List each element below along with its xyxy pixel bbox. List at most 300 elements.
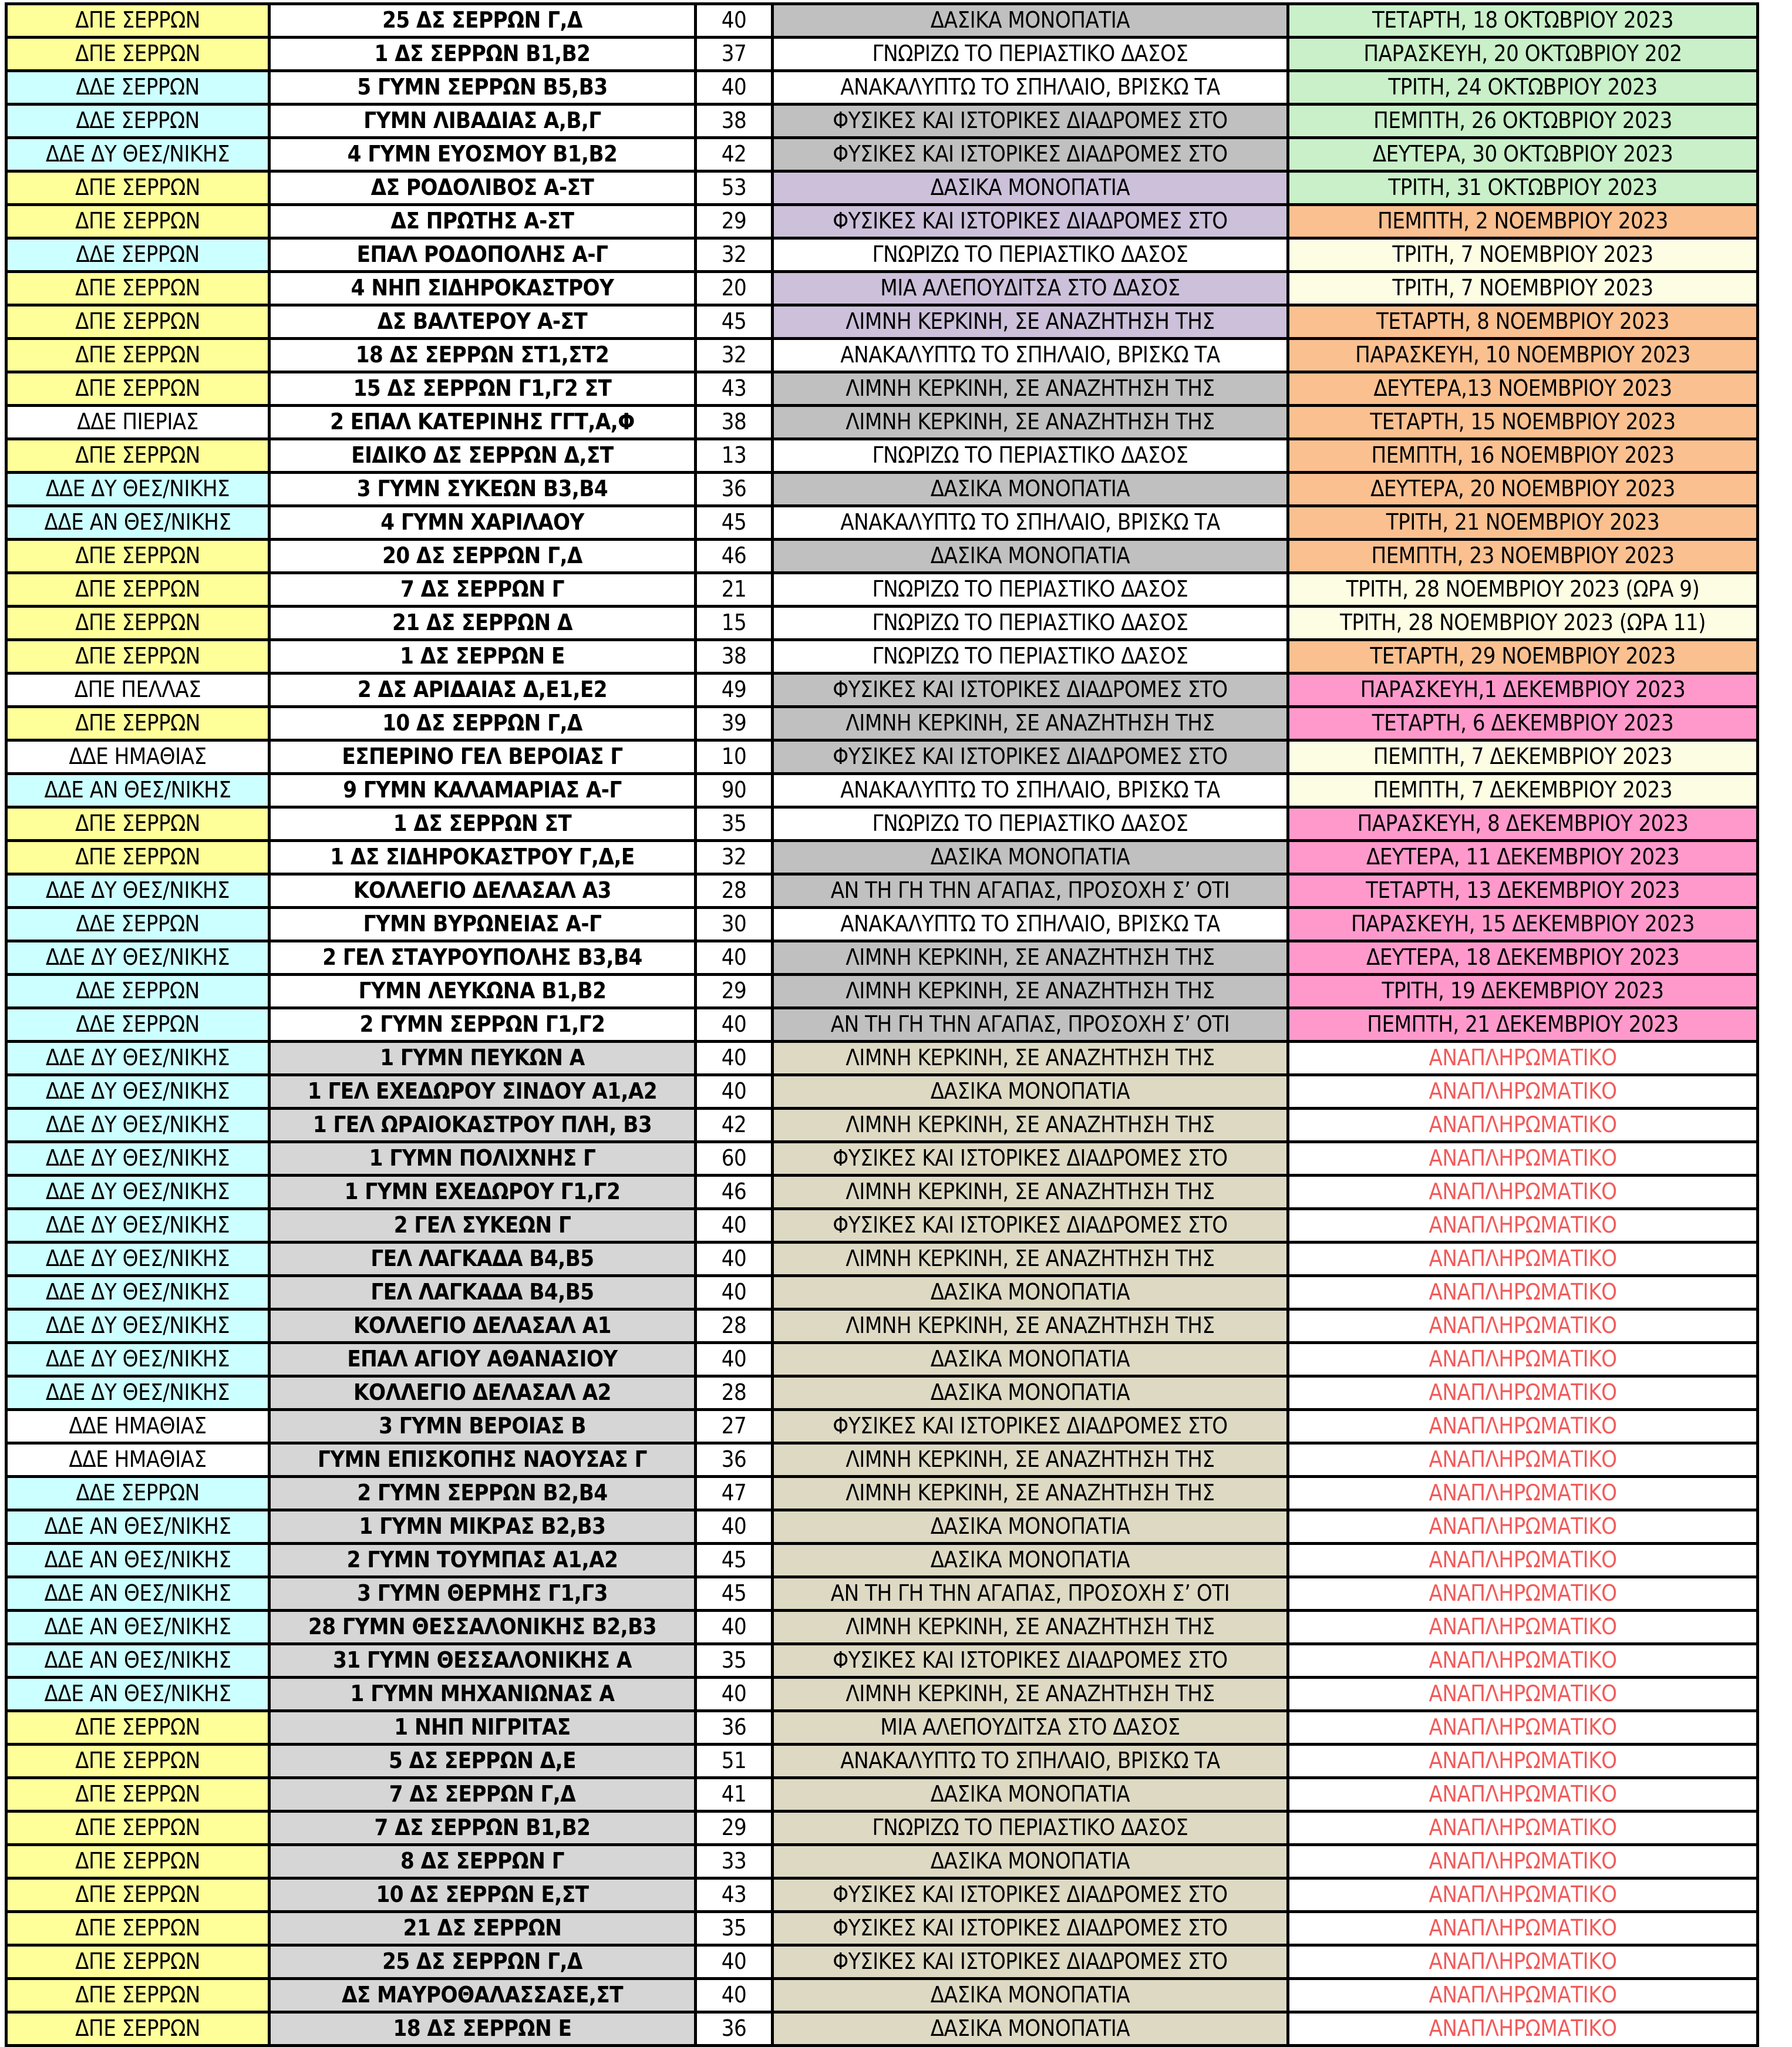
- cell-school: ΕΠΑΛ ΑΓΙΟΥ ΑΘΑΝΑΣΙΟΥ: [271, 1344, 697, 1378]
- cell-directorate: ΔΠΕ ΣΕΡΡΩΝ: [8, 1880, 271, 1913]
- cell-directorate: ΔΠΕ ΣΕΡΡΩΝ: [8, 809, 271, 842]
- table-row: [8, 742, 1759, 775]
- cell-date: ΔΕΥΤΕΡΑ, 11 ΔΕΚΕΜΒΡΙΟΥ 2023: [1289, 842, 1759, 876]
- table-row: [8, 2014, 1759, 2047]
- cell-students: 60: [697, 1143, 774, 1177]
- cell-date: ΑΝΑΠΛΗΡΩΜΑΤΙΚΟ: [1289, 1511, 1759, 1545]
- cell-program: ΛΙΜΝΗ ΚΕΡΚΙΝΗ, ΣΕ ΑΝΑΖΗΤΗΣΗ ΤΗΣ: [774, 1043, 1289, 1076]
- cell-directorate: ΔΠΕ ΣΕΡΡΩΝ: [8, 307, 271, 340]
- cell-program: ΦΥΣΙΚΕΣ ΚΑΙ ΙΣΤΟΡΙΚΕΣ ΔΙΑΔΡΟΜΕΣ ΣΤΟ: [774, 742, 1289, 775]
- cell-students: 40: [697, 1980, 774, 2014]
- cell-program: ΛΙΜΝΗ ΚΕΡΚΙΝΗ, ΣΕ ΑΝΑΖΗΤΗΣΗ ΤΗΣ: [774, 1612, 1289, 1645]
- cell-date: ΠΕΜΠΤΗ, 21 ΔΕΚΕΜΒΡΙΟΥ 2023: [1289, 1009, 1759, 1043]
- cell-program: ΓΝΩΡΙΖΩ ΤΟ ΠΕΡΙΑΣΤΙΚΟ ΔΑΣΟΣ: [774, 608, 1289, 641]
- table-row: [8, 307, 1759, 340]
- table-row: [8, 1980, 1759, 2014]
- cell-date: ΤΡΙΤΗ, 7 ΝΟΕΜΒΡΙΟΥ 2023: [1289, 240, 1759, 273]
- cell-students: 90: [697, 775, 774, 809]
- cell-directorate: ΔΠΕ ΣΕΡΡΩΝ: [8, 1813, 271, 1846]
- cell-school: 2 ΓΥΜΝ ΣΕΡΡΩΝ Γ1,Γ2: [271, 1009, 697, 1043]
- table-row: [8, 976, 1759, 1009]
- cell-program: ΓΝΩΡΙΖΩ ΤΟ ΠΕΡΙΑΣΤΙΚΟ ΔΑΣΟΣ: [774, 440, 1289, 474]
- table-row: [8, 1612, 1759, 1645]
- cell-date: ΑΝΑΠΛΗΡΩΜΑΤΙΚΟ: [1289, 1612, 1759, 1645]
- cell-program: ΓΝΩΡΙΖΩ ΤΟ ΠΕΡΙΑΣΤΙΚΟ ΔΑΣΟΣ: [774, 641, 1289, 675]
- cell-students: 15: [697, 608, 774, 641]
- cell-date: ΤΕΤΑΡΤΗ, 29 ΝΟΕΜΒΡΙΟΥ 2023: [1289, 641, 1759, 675]
- cell-date: ΤΡΙΤΗ, 19 ΔΕΚΕΜΒΡΙΟΥ 2023: [1289, 976, 1759, 1009]
- cell-date: ΑΝΑΠΛΗΡΩΜΑΤΙΚΟ: [1289, 1445, 1759, 1478]
- cell-date: ΑΝΑΠΛΗΡΩΜΑΤΙΚΟ: [1289, 1344, 1759, 1378]
- cell-date: ΑΝΑΠΛΗΡΩΜΑΤΙΚΟ: [1289, 1210, 1759, 1244]
- cell-date: ΠΕΜΠΤΗ, 23 ΝΟΕΜΒΡΙΟΥ 2023: [1289, 541, 1759, 574]
- table-row: [8, 1578, 1759, 1612]
- table-row: [8, 1746, 1759, 1779]
- cell-students: 40: [697, 1009, 774, 1043]
- cell-program: ΑΝ ΤΗ ΓΗ ΤΗΝ ΑΓΑΠΑΣ, ΠΡΟΣΟΧΗ Σ’ ΟΤΙ: [774, 1009, 1289, 1043]
- cell-date: ΔΕΥΤΕΡΑ, 18 ΔΕΚΕΜΒΡΙΟΥ 2023: [1289, 942, 1759, 976]
- cell-students: 29: [697, 206, 774, 240]
- cell-students: 41: [697, 1779, 774, 1813]
- cell-program: ΔΑΣΙΚΑ ΜΟΝΟΠΑΤΙΑ: [774, 1545, 1289, 1578]
- table-row: [8, 474, 1759, 507]
- cell-date: ΑΝΑΠΛΗΡΩΜΑΤΙΚΟ: [1289, 1645, 1759, 1679]
- cell-program: ΔΑΣΙΚΑ ΜΟΝΟΠΑΤΙΑ: [774, 1980, 1289, 2014]
- cell-school: 1 ΓΥΜΝ ΠΕΥΚΩΝ Α: [271, 1043, 697, 1076]
- cell-school: 1 ΔΣ ΣΕΡΡΩΝ Ε: [271, 641, 697, 675]
- cell-school: 4 ΓΥΜΝ ΕΥΟΣΜΟΥ Β1,Β2: [271, 139, 697, 173]
- cell-program: ΓΝΩΡΙΖΩ ΤΟ ΠΕΡΙΑΣΤΙΚΟ ΔΑΣΟΣ: [774, 574, 1289, 608]
- cell-directorate: ΔΔΕ ΔΥ ΘΕΣ/ΝΙΚΗΣ: [8, 1110, 271, 1143]
- cell-school: 1 ΓΕΛ ΩΡΑΙΟΚΑΣΤΡΟΥ ΠΛΗ, Β3: [271, 1110, 697, 1143]
- cell-students: 40: [697, 1277, 774, 1311]
- cell-program: ΔΑΣΙΚΑ ΜΟΝΟΠΑΤΙΑ: [774, 2014, 1289, 2047]
- table-row: [8, 1143, 1759, 1177]
- cell-students: 35: [697, 1913, 774, 1947]
- cell-directorate: ΔΔΕ ΣΕΡΡΩΝ: [8, 1478, 271, 1511]
- cell-school: 9 ΓΥΜΝ ΚΑΛΑΜΑΡΙΑΣ Α-Γ: [271, 775, 697, 809]
- cell-date: ΑΝΑΠΛΗΡΩΜΑΤΙΚΟ: [1289, 1947, 1759, 1980]
- cell-school: ΔΣ ΡΟΔΟΛΙΒΟΣ Α-ΣΤ: [271, 173, 697, 206]
- table-row: [8, 1244, 1759, 1277]
- cell-directorate: ΔΠΕ ΣΕΡΡΩΝ: [8, 440, 271, 474]
- cell-directorate: ΔΠΕ ΣΕΡΡΩΝ: [8, 1947, 271, 1980]
- table-row: [8, 5, 1759, 39]
- cell-program: ΛΙΜΝΗ ΚΕΡΚΙΝΗ, ΣΕ ΑΝΑΖΗΤΗΣΗ ΤΗΣ: [774, 942, 1289, 976]
- cell-students: 32: [697, 340, 774, 373]
- cell-date: ΑΝΑΠΛΗΡΩΜΑΤΙΚΟ: [1289, 1110, 1759, 1143]
- table-body: [8, 5, 1759, 2047]
- table-row: [8, 1378, 1759, 1411]
- cell-program: ΛΙΜΝΗ ΚΕΡΚΙΝΗ, ΣΕ ΑΝΑΖΗΤΗΣΗ ΤΗΣ: [774, 1445, 1289, 1478]
- cell-school: 7 ΔΣ ΣΕΡΡΩΝ Γ: [271, 574, 697, 608]
- cell-date: ΤΡΙΤΗ, 28 ΝΟΕΜΒΡΙΟΥ 2023 (ΩΡΑ 9): [1289, 574, 1759, 608]
- cell-school: ΓΥΜΝ ΒΥΡΩΝΕΙΑΣ Α-Γ: [271, 909, 697, 942]
- cell-program: ΔΑΣΙΚΑ ΜΟΝΟΠΑΤΙΑ: [774, 1779, 1289, 1813]
- cell-school: ΔΣ ΠΡΩΤΗΣ Α-ΣΤ: [271, 206, 697, 240]
- cell-program: ΦΥΣΙΚΕΣ ΚΑΙ ΙΣΤΟΡΙΚΕΣ ΔΙΑΔΡΟΜΕΣ ΣΤΟ: [774, 1210, 1289, 1244]
- cell-directorate: ΔΔΕ ΣΕΡΡΩΝ: [8, 240, 271, 273]
- cell-students: 40: [697, 5, 774, 39]
- table-row: [8, 574, 1759, 608]
- table-row: [8, 708, 1759, 742]
- cell-students: 36: [697, 1712, 774, 1746]
- table-row: [8, 72, 1759, 106]
- cell-students: 40: [697, 72, 774, 106]
- cell-school: 10 ΔΣ ΣΕΡΡΩΝ Γ,Δ: [271, 708, 697, 742]
- cell-directorate: ΔΠΕ ΣΕΡΡΩΝ: [8, 1980, 271, 2014]
- table-row: [8, 541, 1759, 574]
- table-row: [8, 1344, 1759, 1378]
- cell-directorate: ΔΔΕ ΔΥ ΘΕΣ/ΝΙΚΗΣ: [8, 1076, 271, 1110]
- cell-date: ΑΝΑΠΛΗΡΩΜΑΤΙΚΟ: [1289, 1378, 1759, 1411]
- cell-directorate: ΔΠΕ ΣΕΡΡΩΝ: [8, 39, 271, 72]
- cell-school: 20 ΔΣ ΣΕΡΡΩΝ Γ,Δ: [271, 541, 697, 574]
- cell-directorate: ΔΔΕ ΑΝ ΘΕΣ/ΝΙΚΗΣ: [8, 775, 271, 809]
- cell-directorate: ΔΠΕ ΣΕΡΡΩΝ: [8, 206, 271, 240]
- cell-school: 1 ΓΕΛ ΕΧΕΔΩΡΟΥ ΣΙΝΔΟΥ Α1,Α2: [271, 1076, 697, 1110]
- cell-school: 21 ΔΣ ΣΕΡΡΩΝ: [271, 1913, 697, 1947]
- cell-school: 1 ΝΗΠ ΝΙΓΡΙΤΑΣ: [271, 1712, 697, 1746]
- cell-program: ΑΝ ΤΗ ΓΗ ΤΗΝ ΑΓΑΠΑΣ, ΠΡΟΣΟΧΗ Σ’ ΟΤΙ: [774, 1578, 1289, 1612]
- cell-school: 2 ΓΕΛ ΣΥΚΕΩΝ Γ: [271, 1210, 697, 1244]
- cell-directorate: ΔΔΕ ΗΜΑΘΙΑΣ: [8, 1411, 271, 1445]
- cell-students: 45: [697, 307, 774, 340]
- cell-program: ΔΑΣΙΚΑ ΜΟΝΟΠΑΤΙΑ: [774, 173, 1289, 206]
- cell-school: ΚΟΛΛΕΓΙΟ ΔΕΛΑΣΑΛ Α3: [271, 876, 697, 909]
- cell-students: 30: [697, 909, 774, 942]
- table-row: [8, 1445, 1759, 1478]
- cell-directorate: ΔΔΕ ΣΕΡΡΩΝ: [8, 72, 271, 106]
- cell-school: 1 ΓΥΜΝ ΕΧΕΔΩΡΟΥ Γ1,Γ2: [271, 1177, 697, 1210]
- cell-date: ΑΝΑΠΛΗΡΩΜΑΤΙΚΟ: [1289, 1411, 1759, 1445]
- cell-directorate: ΔΔΕ ΑΝ ΘΕΣ/ΝΙΚΗΣ: [8, 1545, 271, 1578]
- cell-date: ΤΕΤΑΡΤΗ, 8 ΝΟΕΜΒΡΙΟΥ 2023: [1289, 307, 1759, 340]
- cell-school: 2 ΔΣ ΑΡΙΔΑΙΑΣ Δ,Ε1,Ε2: [271, 675, 697, 708]
- cell-program: ΛΙΜΝΗ ΚΕΡΚΙΝΗ, ΣΕ ΑΝΑΖΗΤΗΣΗ ΤΗΣ: [774, 373, 1289, 407]
- cell-date: ΠΕΜΠΤΗ, 2 ΝΟΕΜΒΡΙΟΥ 2023: [1289, 206, 1759, 240]
- cell-program: ΛΙΜΝΗ ΚΕΡΚΙΝΗ, ΣΕ ΑΝΑΖΗΤΗΣΗ ΤΗΣ: [774, 708, 1289, 742]
- cell-program: ΦΥΣΙΚΕΣ ΚΑΙ ΙΣΤΟΡΙΚΕΣ ΔΙΑΔΡΟΜΕΣ ΣΤΟ: [774, 139, 1289, 173]
- cell-school: 1 ΔΣ ΣΙΔΗΡΟΚΑΣΤΡΟΥ Γ,Δ,Ε: [271, 842, 697, 876]
- cell-school: 2 ΓΥΜΝ ΤΟΥΜΠΑΣ Α1,Α2: [271, 1545, 697, 1578]
- cell-students: 40: [697, 1947, 774, 1980]
- cell-program: ΦΥΣΙΚΕΣ ΚΑΙ ΙΣΤΟΡΙΚΕΣ ΔΙΑΔΡΟΜΕΣ ΣΤΟ: [774, 1913, 1289, 1947]
- cell-directorate: ΔΔΕ ΣΕΡΡΩΝ: [8, 976, 271, 1009]
- cell-program: ΛΙΜΝΗ ΚΕΡΚΙΝΗ, ΣΕ ΑΝΑΖΗΤΗΣΗ ΤΗΣ: [774, 407, 1289, 440]
- cell-students: 38: [697, 407, 774, 440]
- cell-directorate: ΔΔΕ ΑΝ ΘΕΣ/ΝΙΚΗΣ: [8, 507, 271, 541]
- cell-school: 1 ΓΥΜΝ ΜΙΚΡΑΣ Β2,Β3: [271, 1511, 697, 1545]
- cell-school: ΔΣ ΒΑΛΤΕΡΟΥ Α-ΣΤ: [271, 307, 697, 340]
- cell-program: ΜΙΑ ΑΛΕΠΟΥΔΙΤΣΑ ΣΤΟ ΔΑΣΟΣ: [774, 1712, 1289, 1746]
- table-row: [8, 809, 1759, 842]
- cell-date: ΠΑΡΑΣΚΕΥΗ, 10 ΝΟΕΜΒΡΙΟΥ 2023: [1289, 340, 1759, 373]
- cell-students: 10: [697, 742, 774, 775]
- cell-program: ΔΑΣΙΚΑ ΜΟΝΟΠΑΤΙΑ: [774, 1846, 1289, 1880]
- table-row: [8, 1277, 1759, 1311]
- cell-students: 38: [697, 106, 774, 139]
- cell-school: 21 ΔΣ ΣΕΡΡΩΝ Δ: [271, 608, 697, 641]
- cell-students: 45: [697, 1545, 774, 1578]
- cell-program: ΑΝΑΚΑΛΥΠΤΩ ΤΟ ΣΠΗΛΑΙΟ, ΒΡΙΣΚΩ ΤΑ: [774, 775, 1289, 809]
- cell-program: ΔΑΣΙΚΑ ΜΟΝΟΠΑΤΙΑ: [774, 1277, 1289, 1311]
- cell-program: ΛΙΜΝΗ ΚΕΡΚΙΝΗ, ΣΕ ΑΝΑΖΗΤΗΣΗ ΤΗΣ: [774, 1110, 1289, 1143]
- table-row: [8, 942, 1759, 976]
- cell-directorate: ΔΔΕ ΔΥ ΘΕΣ/ΝΙΚΗΣ: [8, 1043, 271, 1076]
- cell-directorate: ΔΠΕ ΣΕΡΡΩΝ: [8, 842, 271, 876]
- cell-students: 37: [697, 39, 774, 72]
- cell-students: 40: [697, 1244, 774, 1277]
- cell-date: ΤΡΙΤΗ, 7 ΝΟΕΜΒΡΙΟΥ 2023: [1289, 273, 1759, 307]
- table-row: [8, 1043, 1759, 1076]
- table-row: [8, 876, 1759, 909]
- cell-directorate: ΔΔΕ ΔΥ ΘΕΣ/ΝΙΚΗΣ: [8, 1344, 271, 1378]
- cell-school: 4 ΝΗΠ ΣΙΔΗΡΟΚΑΣΤΡΟΥ: [271, 273, 697, 307]
- cell-program: ΛΙΜΝΗ ΚΕΡΚΙΝΗ, ΣΕ ΑΝΑΖΗΤΗΣΗ ΤΗΣ: [774, 307, 1289, 340]
- cell-date: ΠΕΜΠΤΗ, 7 ΔΕΚΕΜΒΡΙΟΥ 2023: [1289, 775, 1759, 809]
- cell-students: 40: [697, 1344, 774, 1378]
- cell-students: 28: [697, 1378, 774, 1411]
- table-row: [8, 1009, 1759, 1043]
- table-row: [8, 909, 1759, 942]
- table-row: [8, 373, 1759, 407]
- cell-school: 10 ΔΣ ΣΕΡΡΩΝ Ε,ΣΤ: [271, 1880, 697, 1913]
- cell-program: ΛΙΜΝΗ ΚΕΡΚΙΝΗ, ΣΕ ΑΝΑΖΗΤΗΣΗ ΤΗΣ: [774, 1311, 1289, 1344]
- cell-date: ΠΕΜΠΤΗ, 7 ΔΕΚΕΜΒΡΙΟΥ 2023: [1289, 742, 1759, 775]
- cell-program: ΑΝ ΤΗ ΓΗ ΤΗΝ ΑΓΑΠΑΣ, ΠΡΟΣΟΧΗ Σ’ ΟΤΙ: [774, 876, 1289, 909]
- cell-students: 40: [697, 942, 774, 976]
- cell-school: 25 ΔΣ ΣΕΡΡΩΝ Γ,Δ: [271, 1947, 697, 1980]
- cell-date: ΑΝΑΠΛΗΡΩΜΑΤΙΚΟ: [1289, 1545, 1759, 1578]
- cell-students: 36: [697, 2014, 774, 2047]
- cell-program: ΔΑΣΙΚΑ ΜΟΝΟΠΑΤΙΑ: [774, 1511, 1289, 1545]
- cell-directorate: ΔΠΕ ΣΕΡΡΩΝ: [8, 1913, 271, 1947]
- cell-students: 33: [697, 1846, 774, 1880]
- cell-students: 28: [697, 1311, 774, 1344]
- cell-students: 49: [697, 675, 774, 708]
- cell-program: ΦΥΣΙΚΕΣ ΚΑΙ ΙΣΤΟΡΙΚΕΣ ΔΙΑΔΡΟΜΕΣ ΣΤΟ: [774, 675, 1289, 708]
- cell-date: ΑΝΑΠΛΗΡΩΜΑΤΙΚΟ: [1289, 1880, 1759, 1913]
- table-row: [8, 1478, 1759, 1511]
- cell-school: ΓΥΜΝ ΕΠΙΣΚΟΠΗΣ ΝΑΟΥΣΑΣ Γ: [271, 1445, 697, 1478]
- cell-date: ΑΝΑΠΛΗΡΩΜΑΤΙΚΟ: [1289, 1980, 1759, 2014]
- cell-date: ΠΕΜΠΤΗ, 16 ΝΟΕΜΒΡΙΟΥ 2023: [1289, 440, 1759, 474]
- cell-school: ΕΠΑΛ ΡΟΔΟΠΟΛΗΣ Α-Γ: [271, 240, 697, 273]
- cell-directorate: ΔΔΕ ΑΝ ΘΕΣ/ΝΙΚΗΣ: [8, 1679, 271, 1712]
- cell-date: ΠΑΡΑΣΚΕΥΗ, 20 ΟΚΤΩΒΡΙΟΥ 202: [1289, 39, 1759, 72]
- cell-school: 8 ΔΣ ΣΕΡΡΩΝ Γ: [271, 1846, 697, 1880]
- table-row: [8, 842, 1759, 876]
- cell-date: ΤΕΤΑΡΤΗ, 13 ΔΕΚΕΜΒΡΙΟΥ 2023: [1289, 876, 1759, 909]
- cell-program: ΔΑΣΙΚΑ ΜΟΝΟΠΑΤΙΑ: [774, 541, 1289, 574]
- cell-students: 45: [697, 507, 774, 541]
- table-row: [8, 1813, 1759, 1846]
- cell-directorate: ΔΠΕ ΣΕΡΡΩΝ: [8, 173, 271, 206]
- cell-school: 2 ΕΠΑΛ ΚΑΤΕΡΙΝΗΣ ΓΓΤ,Α,Φ: [271, 407, 697, 440]
- cell-directorate: ΔΔΕ ΔΥ ΘΕΣ/ΝΙΚΗΣ: [8, 1311, 271, 1344]
- cell-program: ΦΥΣΙΚΕΣ ΚΑΙ ΙΣΤΟΡΙΚΕΣ ΔΙΑΔΡΟΜΕΣ ΣΤΟ: [774, 1143, 1289, 1177]
- table-row: [8, 675, 1759, 708]
- cell-school: 15 ΔΣ ΣΕΡΡΩΝ Γ1,Γ2 ΣΤ: [271, 373, 697, 407]
- cell-date: ΑΝΑΠΛΗΡΩΜΑΤΙΚΟ: [1289, 2014, 1759, 2047]
- cell-students: 40: [697, 1210, 774, 1244]
- table-row: [8, 641, 1759, 675]
- cell-date: ΑΝΑΠΛΗΡΩΜΑΤΙΚΟ: [1289, 1746, 1759, 1779]
- cell-directorate: ΔΔΕ ΔΥ ΘΕΣ/ΝΙΚΗΣ: [8, 1277, 271, 1311]
- table-row: [8, 39, 1759, 72]
- cell-school: 1 ΓΥΜΝ ΜΗΧΑΝΙΩΝΑΣ Α: [271, 1679, 697, 1712]
- cell-directorate: ΔΔΕ ΑΝ ΘΕΣ/ΝΙΚΗΣ: [8, 1511, 271, 1545]
- cell-date: ΑΝΑΠΛΗΡΩΜΑΤΙΚΟ: [1289, 1813, 1759, 1846]
- cell-school: 7 ΔΣ ΣΕΡΡΩΝ Γ,Δ: [271, 1779, 697, 1813]
- cell-program: ΔΑΣΙΚΑ ΜΟΝΟΠΑΤΙΑ: [774, 842, 1289, 876]
- cell-program: ΓΝΩΡΙΖΩ ΤΟ ΠΕΡΙΑΣΤΙΚΟ ΔΑΣΟΣ: [774, 809, 1289, 842]
- cell-students: 45: [697, 1578, 774, 1612]
- cell-program: ΛΙΜΝΗ ΚΕΡΚΙΝΗ, ΣΕ ΑΝΑΖΗΤΗΣΗ ΤΗΣ: [774, 1679, 1289, 1712]
- cell-date: ΤΕΤΑΡΤΗ, 6 ΔΕΚΕΜΒΡΙΟΥ 2023: [1289, 708, 1759, 742]
- table-row: [8, 273, 1759, 307]
- cell-students: 27: [697, 1411, 774, 1445]
- table-row: [8, 1947, 1759, 1980]
- cell-program: ΑΝΑΚΑΛΥΠΤΩ ΤΟ ΣΠΗΛΑΙΟ, ΒΡΙΣΚΩ ΤΑ: [774, 340, 1289, 373]
- table-row: [8, 1779, 1759, 1813]
- cell-date: ΠΑΡΑΣΚΕΥΗ, 15 ΔΕΚΕΜΒΡΙΟΥ 2023: [1289, 909, 1759, 942]
- cell-students: 36: [697, 1445, 774, 1478]
- cell-directorate: ΔΔΕ ΗΜΑΘΙΑΣ: [8, 742, 271, 775]
- cell-date: ΑΝΑΠΛΗΡΩΜΑΤΙΚΟ: [1289, 1043, 1759, 1076]
- cell-students: 40: [697, 1076, 774, 1110]
- cell-date: ΤΕΤΑΡΤΗ, 18 ΟΚΤΩΒΡΙΟΥ 2023: [1289, 5, 1759, 39]
- cell-students: 39: [697, 708, 774, 742]
- cell-program: ΛΙΜΝΗ ΚΕΡΚΙΝΗ, ΣΕ ΑΝΑΖΗΤΗΣΗ ΤΗΣ: [774, 1244, 1289, 1277]
- schedule-table: [5, 2, 1759, 2047]
- cell-directorate: ΔΔΕ ΔΥ ΘΕΣ/ΝΙΚΗΣ: [8, 1378, 271, 1411]
- cell-date: ΠΕΜΠΤΗ, 26 ΟΚΤΩΒΡΙΟΥ 2023: [1289, 106, 1759, 139]
- cell-school: 3 ΓΥΜΝ ΘΕΡΜΗΣ Γ1,Γ3: [271, 1578, 697, 1612]
- cell-date: ΑΝΑΠΛΗΡΩΜΑΤΙΚΟ: [1289, 1913, 1759, 1947]
- cell-directorate: ΔΠΕ ΣΕΡΡΩΝ: [8, 574, 271, 608]
- cell-date: ΑΝΑΠΛΗΡΩΜΑΤΙΚΟ: [1289, 1478, 1759, 1511]
- cell-directorate: ΔΔΕ ΑΝ ΘΕΣ/ΝΙΚΗΣ: [8, 1612, 271, 1645]
- cell-directorate: ΔΔΕ ΔΥ ΘΕΣ/ΝΙΚΗΣ: [8, 1143, 271, 1177]
- cell-school: ΓΥΜΝ ΛΙΒΑΔΙΑΣ Α,Β,Γ: [271, 106, 697, 139]
- cell-directorate: ΔΔΕ ΔΥ ΘΕΣ/ΝΙΚΗΣ: [8, 876, 271, 909]
- cell-school: 5 ΔΣ ΣΕΡΡΩΝ Δ,Ε: [271, 1746, 697, 1779]
- cell-date: ΤΡΙΤΗ, 28 ΝΟΕΜΒΡΙΟΥ 2023 (ΩΡΑ 11): [1289, 608, 1759, 641]
- cell-students: 43: [697, 1880, 774, 1913]
- cell-directorate: ΔΠΕ ΣΕΡΡΩΝ: [8, 1712, 271, 1746]
- cell-students: 40: [697, 1511, 774, 1545]
- cell-program: ΔΑΣΙΚΑ ΜΟΝΟΠΑΤΙΑ: [774, 1344, 1289, 1378]
- cell-date: ΑΝΑΠΛΗΡΩΜΑΤΙΚΟ: [1289, 1076, 1759, 1110]
- cell-students: 20: [697, 273, 774, 307]
- cell-school: 25 ΔΣ ΣΕΡΡΩΝ Γ,Δ: [271, 5, 697, 39]
- cell-directorate: ΔΔΕ ΔΥ ΘΕΣ/ΝΙΚΗΣ: [8, 942, 271, 976]
- table-row: [8, 1177, 1759, 1210]
- table-row: [8, 1110, 1759, 1143]
- cell-directorate: ΔΔΕ ΣΕΡΡΩΝ: [8, 909, 271, 942]
- cell-school: ΔΣ ΜΑΥΡΟΘΑΛΑΣΣΑΣΕ,ΣΤ: [271, 1980, 697, 2014]
- cell-students: 53: [697, 173, 774, 206]
- cell-date: ΑΝΑΠΛΗΡΩΜΑΤΙΚΟ: [1289, 1311, 1759, 1344]
- cell-school: 31 ΓΥΜΝ ΘΕΣΣΑΛΟΝΙΚΗΣ Α: [271, 1645, 697, 1679]
- table-row: [8, 1210, 1759, 1244]
- cell-program: ΔΑΣΙΚΑ ΜΟΝΟΠΑΤΙΑ: [774, 5, 1289, 39]
- cell-program: ΑΝΑΚΑΛΥΠΤΩ ΤΟ ΣΠΗΛΑΙΟ, ΒΡΙΣΚΩ ΤΑ: [774, 1746, 1289, 1779]
- cell-program: ΔΑΣΙΚΑ ΜΟΝΟΠΑΤΙΑ: [774, 474, 1289, 507]
- table-row: [8, 240, 1759, 273]
- cell-program: ΦΥΣΙΚΕΣ ΚΑΙ ΙΣΤΟΡΙΚΕΣ ΔΙΑΔΡΟΜΕΣ ΣΤΟ: [774, 106, 1289, 139]
- cell-directorate: ΔΠΕ ΣΕΡΡΩΝ: [8, 1746, 271, 1779]
- cell-school: 3 ΓΥΜΝ ΣΥΚΕΩΝ Β3,Β4: [271, 474, 697, 507]
- table-row: [8, 340, 1759, 373]
- table-row: [8, 775, 1759, 809]
- cell-school: ΓΕΛ ΛΑΓΚΑΔΑ Β4,Β5: [271, 1244, 697, 1277]
- table-row: [8, 1645, 1759, 1679]
- cell-directorate: ΔΠΕ ΣΕΡΡΩΝ: [8, 1846, 271, 1880]
- cell-school: 1 ΓΥΜΝ ΠΟΛΙΧΝΗΣ Γ: [271, 1143, 697, 1177]
- cell-directorate: ΔΔΕ ΔΥ ΘΕΣ/ΝΙΚΗΣ: [8, 1210, 271, 1244]
- table-row: [8, 206, 1759, 240]
- cell-students: 36: [697, 474, 774, 507]
- cell-date: ΑΝΑΠΛΗΡΩΜΑΤΙΚΟ: [1289, 1578, 1759, 1612]
- cell-directorate: ΔΔΕ ΔΥ ΘΕΣ/ΝΙΚΗΣ: [8, 1244, 271, 1277]
- cell-students: 38: [697, 641, 774, 675]
- table-row: [8, 608, 1759, 641]
- cell-program: ΑΝΑΚΑΛΥΠΤΩ ΤΟ ΣΠΗΛΑΙΟ, ΒΡΙΣΚΩ ΤΑ: [774, 72, 1289, 106]
- cell-students: 40: [697, 1679, 774, 1712]
- cell-students: 32: [697, 842, 774, 876]
- cell-directorate: ΔΔΕ ΔΥ ΘΕΣ/ΝΙΚΗΣ: [8, 474, 271, 507]
- cell-students: 43: [697, 373, 774, 407]
- table-row: [8, 407, 1759, 440]
- cell-students: 40: [697, 1612, 774, 1645]
- cell-directorate: ΔΔΕ ΣΕΡΡΩΝ: [8, 1009, 271, 1043]
- cell-directorate: ΔΠΕ ΠΕΛΛΑΣ: [8, 675, 271, 708]
- cell-students: 51: [697, 1746, 774, 1779]
- cell-program: ΔΑΣΙΚΑ ΜΟΝΟΠΑΤΙΑ: [774, 1378, 1289, 1411]
- cell-directorate: ΔΠΕ ΣΕΡΡΩΝ: [8, 708, 271, 742]
- cell-students: 32: [697, 240, 774, 273]
- table-row: [8, 1411, 1759, 1445]
- cell-students: 35: [697, 809, 774, 842]
- cell-date: ΤΡΙΤΗ, 31 ΟΚΤΩΒΡΙΟΥ 2023: [1289, 173, 1759, 206]
- cell-program: ΛΙΜΝΗ ΚΕΡΚΙΝΗ, ΣΕ ΑΝΑΖΗΤΗΣΗ ΤΗΣ: [774, 1478, 1289, 1511]
- cell-program: ΓΝΩΡΙΖΩ ΤΟ ΠΕΡΙΑΣΤΙΚΟ ΔΑΣΟΣ: [774, 39, 1289, 72]
- cell-program: ΦΥΣΙΚΕΣ ΚΑΙ ΙΣΤΟΡΙΚΕΣ ΔΙΑΔΡΟΜΕΣ ΣΤΟ: [774, 206, 1289, 240]
- cell-school: ΚΟΛΛΕΓΙΟ ΔΕΛΑΣΑΛ Α1: [271, 1311, 697, 1344]
- table-row: [8, 139, 1759, 173]
- table-row: [8, 1545, 1759, 1578]
- cell-directorate: ΔΠΕ ΣΕΡΡΩΝ: [8, 1779, 271, 1813]
- cell-date: ΔΕΥΤΕΡΑ,13 ΝΟΕΜΒΡΙΟΥ 2023: [1289, 373, 1759, 407]
- cell-directorate: ΔΠΕ ΣΕΡΡΩΝ: [8, 5, 271, 39]
- table-row: [8, 1712, 1759, 1746]
- cell-directorate: ΔΔΕ ΗΜΑΘΙΑΣ: [8, 1445, 271, 1478]
- cell-program: ΛΙΜΝΗ ΚΕΡΚΙΝΗ, ΣΕ ΑΝΑΖΗΤΗΣΗ ΤΗΣ: [774, 1177, 1289, 1210]
- table-row: [8, 507, 1759, 541]
- cell-school: 4 ΓΥΜΝ ΧΑΡΙΛΑΟΥ: [271, 507, 697, 541]
- cell-students: 35: [697, 1645, 774, 1679]
- cell-school: 28 ΓΥΜΝ ΘΕΣΣΑΛΟΝΙΚΗΣ Β2,Β3: [271, 1612, 697, 1645]
- table-row: [8, 1880, 1759, 1913]
- table-row: [8, 1846, 1759, 1880]
- cell-program: ΔΑΣΙΚΑ ΜΟΝΟΠΑΤΙΑ: [774, 1076, 1289, 1110]
- cell-program: ΦΥΣΙΚΕΣ ΚΑΙ ΙΣΤΟΡΙΚΕΣ ΔΙΑΔΡΟΜΕΣ ΣΤΟ: [774, 1645, 1289, 1679]
- cell-students: 46: [697, 541, 774, 574]
- cell-date: ΤΡΙΤΗ, 24 ΟΚΤΩΒΡΙΟΥ 2023: [1289, 72, 1759, 106]
